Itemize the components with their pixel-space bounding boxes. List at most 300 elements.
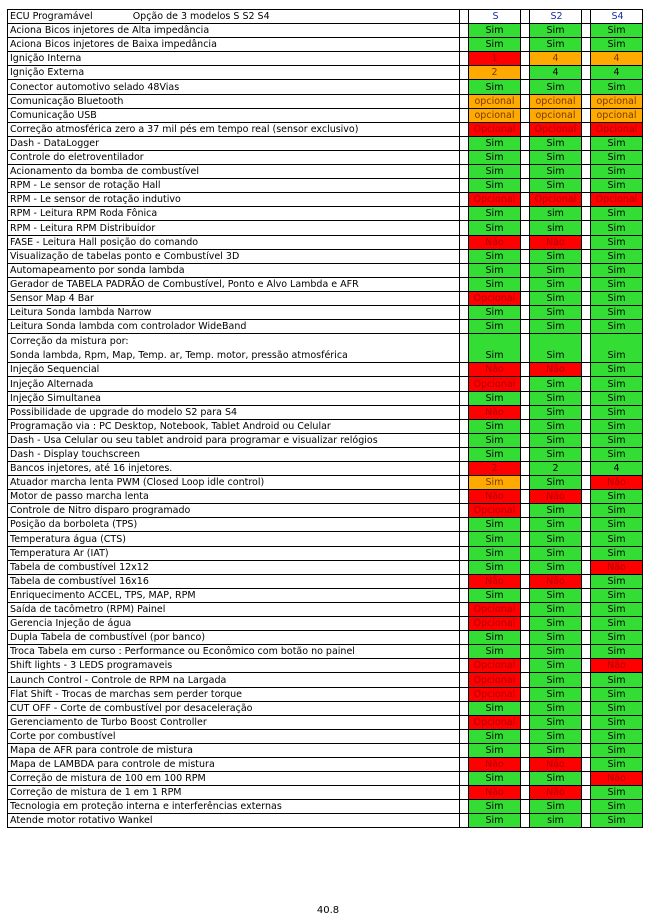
column-gap	[460, 757, 469, 771]
column-gap	[460, 814, 469, 828]
column-gap	[460, 305, 469, 319]
column-gap	[521, 277, 530, 291]
feature-label: Comunicação Bluetooth	[10, 95, 124, 107]
model-s4-header: S4	[591, 10, 643, 24]
table-row	[8, 772, 643, 786]
value-cell-s: 2	[469, 66, 521, 80]
feature-cell	[8, 52, 460, 66]
feature-cell	[8, 645, 460, 659]
table-row	[8, 757, 643, 771]
column-gap	[521, 715, 530, 729]
table-row	[8, 150, 643, 164]
feature-cell	[8, 673, 460, 687]
table-row	[8, 122, 643, 136]
value-cell-s4: Sim	[591, 602, 643, 616]
value-cell-s4: Opcional	[591, 193, 643, 207]
feature-label: Visualização de tabelas ponto e Combustível 3D	[10, 250, 240, 262]
feature-label: Gerencia Injeção de água	[10, 618, 132, 630]
column-gap	[521, 490, 530, 504]
value-cell-s4: Sim	[591, 715, 643, 729]
value-cell-s2: Não	[530, 363, 582, 377]
column-gap	[521, 136, 530, 150]
feature-label: Aciona Bicos injetores de Baixa impedância	[10, 39, 217, 51]
column-gap	[582, 462, 591, 476]
value-cell-s2: Sim	[530, 277, 582, 291]
feature-cell	[8, 38, 460, 52]
table-row	[8, 320, 643, 334]
feature-label: Dash - Usa Celular ou seu tablet android para programar e visualizar relógios	[10, 434, 378, 446]
value-cell-s2: Sim	[530, 631, 582, 645]
column-gap	[460, 277, 469, 291]
feature-cell	[8, 334, 460, 363]
value-cell-s4: Sim	[591, 334, 643, 363]
feature-label: Temperatura Ar (IAT)	[10, 547, 109, 559]
value-cell-s: Opcional	[469, 193, 521, 207]
feature-label: Tecnologia em proteção interna e interferências externas	[10, 801, 282, 813]
column-gap	[460, 80, 469, 94]
feature-cell	[8, 532, 460, 546]
feature-cell	[8, 447, 460, 461]
column-gap	[460, 574, 469, 588]
feature-label: Correção da mistura por:	[10, 336, 129, 348]
column-gap	[582, 433, 591, 447]
table-row	[8, 588, 643, 602]
value-cell-s2: sim	[530, 221, 582, 235]
value-cell-s4: 4	[591, 462, 643, 476]
feature-cell	[8, 235, 460, 249]
value-cell-s4: 4	[591, 66, 643, 80]
value-cell-s2: Sim	[530, 165, 582, 179]
feature-label: Mapa de LAMBDA para controle de mistura	[10, 759, 215, 771]
table-row	[8, 80, 643, 94]
feature-label: FASE - Leitura Hall posição do comando	[10, 236, 199, 248]
value-cell-s: Sim	[469, 560, 521, 574]
column-gap	[582, 617, 591, 631]
column-gap	[582, 631, 591, 645]
column-gap	[521, 320, 530, 334]
table-row	[8, 673, 643, 687]
feature-cell	[8, 221, 460, 235]
column-gap	[582, 52, 591, 66]
value-cell-s2: Sim	[530, 291, 582, 305]
column-gap	[521, 94, 530, 108]
value-cell-s2: opcional	[530, 108, 582, 122]
column-gap	[521, 391, 530, 405]
column-gap	[521, 532, 530, 546]
column-gap	[582, 179, 591, 193]
feature-label: Corte por combustível	[10, 730, 116, 742]
feature-label: Ignição Externa	[10, 67, 85, 79]
column-gap	[460, 52, 469, 66]
feature-label: Saída de tacômetro (RPM) Painel	[10, 604, 166, 616]
feature-cell	[8, 320, 460, 334]
column-gap	[521, 800, 530, 814]
column-gap	[521, 334, 530, 363]
value-cell-s4: Sim	[591, 786, 643, 800]
feature-cell	[8, 715, 460, 729]
feature-label: Injeção Sequencial	[10, 364, 100, 376]
feature-cell	[8, 546, 460, 560]
value-cell-s2: Sim	[530, 179, 582, 193]
feature-cell	[8, 249, 460, 263]
value-cell-s: Opcional	[469, 617, 521, 631]
table-row	[8, 631, 643, 645]
value-cell-s: Sim	[469, 136, 521, 150]
feature-cell	[8, 786, 460, 800]
column-gap	[582, 602, 591, 616]
value-cell-s: Opcional	[469, 687, 521, 701]
value-cell-s2: Sim	[530, 659, 582, 673]
value-cell-s: Sim	[469, 518, 521, 532]
feature-cell	[8, 419, 460, 433]
column-gap	[582, 405, 591, 419]
table-row	[8, 249, 643, 263]
table-row	[8, 305, 643, 319]
column-gap	[460, 433, 469, 447]
feature-cell	[8, 602, 460, 616]
value-cell-s: Não	[469, 490, 521, 504]
value-cell-s: opcional	[469, 94, 521, 108]
table-row	[8, 814, 643, 828]
value-cell-s4: Sim	[591, 504, 643, 518]
value-cell-s2: Opcional	[530, 193, 582, 207]
column-gap	[521, 645, 530, 659]
value-cell-s2: 4	[530, 52, 582, 66]
value-cell-s: Sim	[469, 305, 521, 319]
feature-cell	[8, 108, 460, 122]
feature-label: Tabela de combustível 16x16	[10, 575, 149, 587]
feature-label: Correção atmosférica zero a 37 mil pés em tempo real (sensor exclusivo)	[10, 123, 359, 135]
column-gap	[582, 80, 591, 94]
column-gap	[460, 476, 469, 490]
column-gap	[460, 729, 469, 743]
column-gap	[521, 673, 530, 687]
value-cell-s: Não	[469, 363, 521, 377]
value-cell-s4: Sim	[591, 588, 643, 602]
value-cell-s4: Sim	[591, 433, 643, 447]
value-cell-s2: Sim	[530, 249, 582, 263]
column-gap	[582, 659, 591, 673]
feature-label: Dash - Display touchscreen	[10, 449, 140, 460]
table-row	[8, 66, 643, 80]
column-gap	[582, 687, 591, 701]
value-cell-s2: Sim	[530, 588, 582, 602]
column-gap	[582, 38, 591, 52]
column-gap	[460, 263, 469, 277]
value-cell-s4: Sim	[591, 391, 643, 405]
column-gap	[582, 377, 591, 391]
feature-cell	[8, 729, 460, 743]
table-row	[8, 391, 643, 405]
feature-cell	[8, 772, 460, 786]
value-cell-s4: Sim	[591, 645, 643, 659]
column-gap	[460, 447, 469, 461]
column-gap	[582, 518, 591, 532]
value-cell-s2: Sim	[530, 320, 582, 334]
feature-cell	[8, 687, 460, 701]
column-gap	[460, 136, 469, 150]
column-gap	[582, 701, 591, 715]
value-cell-s: Sim	[469, 743, 521, 757]
value-cell-s4: Sim	[591, 546, 643, 560]
column-gap	[582, 249, 591, 263]
column-gap	[460, 631, 469, 645]
column-gap	[460, 504, 469, 518]
feature-label: Controle de Nitro disparo programado	[10, 505, 191, 517]
feature-cell	[8, 574, 460, 588]
feature-cell	[8, 207, 460, 221]
column-gap	[582, 334, 591, 363]
value-cell-s4: Sim	[591, 631, 643, 645]
column-gap	[582, 291, 591, 305]
column-gap	[521, 659, 530, 673]
value-cell-s2: Sim	[530, 673, 582, 687]
column-gap	[582, 490, 591, 504]
column-gap	[521, 419, 530, 433]
value-cell-s: Sim	[469, 80, 521, 94]
feature-label: Flat Shift - Trocas de marchas sem perder torque	[10, 688, 243, 700]
table-row	[8, 617, 643, 631]
column-gap	[521, 66, 530, 80]
value-cell-s: Sim	[469, 645, 521, 659]
table-row	[8, 715, 643, 729]
column-gap	[521, 588, 530, 602]
feature-label: Sensor Map 4 Bar	[10, 292, 94, 304]
column-gap	[582, 786, 591, 800]
value-cell-s2: Não	[530, 757, 582, 771]
value-cell-s4: Sim	[591, 80, 643, 94]
column-gap	[460, 66, 469, 80]
value-cell-s4: Sim	[591, 814, 643, 828]
feature-label: Dash - DataLogger	[10, 137, 100, 149]
column-gap	[521, 207, 530, 221]
feature-cell	[8, 179, 460, 193]
feature-cell	[8, 490, 460, 504]
value-cell-s4: Sim	[591, 405, 643, 419]
column-gap	[521, 80, 530, 94]
value-cell-s4: Sim	[591, 38, 643, 52]
column-gap	[460, 363, 469, 377]
column-gap	[521, 687, 530, 701]
value-cell-s: Não	[469, 405, 521, 419]
column-gap	[582, 108, 591, 122]
value-cell-s2: Não	[530, 235, 582, 249]
column-gap	[582, 419, 591, 433]
value-cell-s2: Sim	[530, 687, 582, 701]
column-gap	[582, 193, 591, 207]
column-gap	[582, 207, 591, 221]
feature-label: Automapeamento por sonda lambda	[10, 264, 185, 276]
column-gap	[460, 546, 469, 560]
value-cell-s2: Sim	[530, 743, 582, 757]
column-gap	[460, 490, 469, 504]
column-gap	[582, 447, 591, 461]
column-gap	[460, 532, 469, 546]
feature-cell	[8, 405, 460, 419]
value-cell-s: Não	[469, 235, 521, 249]
table-row	[8, 447, 643, 461]
feature-cell	[8, 462, 460, 476]
column-gap	[460, 715, 469, 729]
column-gap	[582, 645, 591, 659]
feature-cell	[8, 94, 460, 108]
column-gap	[460, 701, 469, 715]
column-gap	[460, 38, 469, 52]
column-gap	[460, 560, 469, 574]
feature-label: Gerenciamento de Turbo Boost Controller	[10, 716, 207, 728]
feature-label: Temperatura água (CTS)	[10, 533, 126, 545]
value-cell-s4: Sim	[591, 574, 643, 588]
value-cell-s: Opcional	[469, 659, 521, 673]
column-gap	[582, 673, 591, 687]
value-cell-s: Sim	[469, 179, 521, 193]
column-gap	[521, 165, 530, 179]
header-subtitle: Opção de 3 modelos S S2 S4	[132, 11, 270, 23]
feature-cell	[8, 150, 460, 164]
feature-cell	[8, 136, 460, 150]
value-cell-s4: Sim	[591, 447, 643, 461]
column-gap	[582, 150, 591, 164]
table-row	[8, 405, 643, 419]
feature-label: Controle do eletroventilador	[10, 152, 144, 164]
value-cell-s4: Não	[591, 560, 643, 574]
column-gap	[582, 729, 591, 743]
value-cell-s: Sim	[469, 24, 521, 38]
column-gap	[582, 476, 591, 490]
value-cell-s4: Não	[591, 772, 643, 786]
value-cell-s: Sim	[469, 546, 521, 560]
column-gap	[521, 560, 530, 574]
feature-cell	[8, 743, 460, 757]
feature-label: Leitura Sonda lambda com controlador WideBand	[10, 321, 247, 333]
value-cell-s2: Sim	[530, 38, 582, 52]
feature-cell	[8, 433, 460, 447]
column-gap	[521, 38, 530, 52]
value-cell-s: Não	[469, 786, 521, 800]
feature-label: CUT OFF - Corte de combustível por desaceleração	[10, 702, 253, 714]
feature-label: Posição da borboleta (TPS)	[10, 519, 138, 531]
column-gap	[521, 263, 530, 277]
value-cell-s: Sim	[469, 334, 521, 363]
value-cell-s2: Sim	[530, 391, 582, 405]
value-cell-s2: Sim	[530, 560, 582, 574]
value-cell-s4: Sim	[591, 532, 643, 546]
table-row	[8, 490, 643, 504]
value-cell-s4: Sim	[591, 800, 643, 814]
table-row	[8, 476, 643, 490]
column-gap	[460, 24, 469, 38]
comparison-sheet	[7, 9, 639, 828]
value-cell-s2: Sim	[530, 377, 582, 391]
table-row	[8, 462, 643, 476]
table-row	[8, 136, 643, 150]
value-cell-s: Sim	[469, 532, 521, 546]
value-cell-s2: Sim	[530, 24, 582, 38]
value-cell-s2: Sim	[530, 602, 582, 616]
feature-cell	[8, 701, 460, 715]
feature-cell	[8, 80, 460, 94]
value-cell-s4: Sim	[591, 743, 643, 757]
value-cell-s2: Sim	[530, 136, 582, 150]
column-gap	[582, 588, 591, 602]
feature-label: Possibilidade de upgrade do modelo S2 para S4	[10, 406, 238, 418]
column-gap	[582, 235, 591, 249]
column-gap	[460, 122, 469, 136]
column-gap	[521, 476, 530, 490]
column-gap	[582, 221, 591, 235]
feature-label: Aciona Bicos injetores de Alta impedância	[10, 25, 210, 37]
value-cell-s2: Sim	[530, 729, 582, 743]
column-gap	[521, 617, 530, 631]
table-row	[8, 504, 643, 518]
column-gap	[460, 687, 469, 701]
column-gap	[582, 305, 591, 319]
header-title: ECU Programável	[10, 11, 93, 23]
column-gap	[521, 291, 530, 305]
table-row	[8, 433, 643, 447]
value-cell-s2: Sim	[530, 546, 582, 560]
feature-label-line2: Sonda lambda, Rpm, Map, Temp. ar, Temp. motor, pressão atmosférica	[10, 349, 348, 361]
feature-cell	[8, 814, 460, 828]
column-gap	[582, 263, 591, 277]
column-gap	[521, 814, 530, 828]
feature-label: Launch Control - Controle de RPM na Largada	[10, 674, 227, 686]
table-row	[8, 659, 643, 673]
header-row	[8, 10, 643, 24]
column-gap	[460, 179, 469, 193]
value-cell-s2: Sim	[530, 334, 582, 363]
column-gap	[460, 235, 469, 249]
value-cell-s4: opcional	[591, 108, 643, 122]
column-gap	[460, 405, 469, 419]
column-gap	[521, 52, 530, 66]
feature-label: Leitura Sonda lambda Narrow	[10, 307, 152, 319]
feature-cell	[8, 631, 460, 645]
column-gap	[521, 433, 530, 447]
column-gap	[521, 729, 530, 743]
table-row	[8, 377, 643, 391]
table-row	[8, 24, 643, 38]
value-cell-s2: opcional	[530, 94, 582, 108]
value-cell-s: Sim	[469, 476, 521, 490]
column-gap	[521, 150, 530, 164]
column-gap	[582, 574, 591, 588]
column-gap	[582, 800, 591, 814]
value-cell-s: Opcional	[469, 715, 521, 729]
value-cell-s4: opcional	[591, 94, 643, 108]
value-cell-s2: Sim	[530, 701, 582, 715]
feature-label: RPM - Leitura RPM Roda Fônica	[10, 208, 158, 220]
table-row	[8, 743, 643, 757]
feature-label: Tabela de combustível 12x12	[10, 561, 149, 573]
value-cell-s4: Sim	[591, 757, 643, 771]
feature-cell	[8, 617, 460, 631]
column-gap	[460, 645, 469, 659]
column-gap	[460, 320, 469, 334]
value-cell-s2: Sim	[530, 419, 582, 433]
column-gap	[521, 504, 530, 518]
feature-label: Conector automotivo selado 48Vias	[10, 81, 180, 93]
feature-cell	[8, 659, 460, 673]
column-gap	[582, 320, 591, 334]
value-cell-s: Sim	[469, 263, 521, 277]
value-cell-s: Opcional	[469, 291, 521, 305]
value-cell-s2: Opcional	[530, 122, 582, 136]
column-gap	[521, 602, 530, 616]
feature-cell	[8, 193, 460, 207]
column-gap	[521, 518, 530, 532]
value-cell-s: Não	[469, 757, 521, 771]
